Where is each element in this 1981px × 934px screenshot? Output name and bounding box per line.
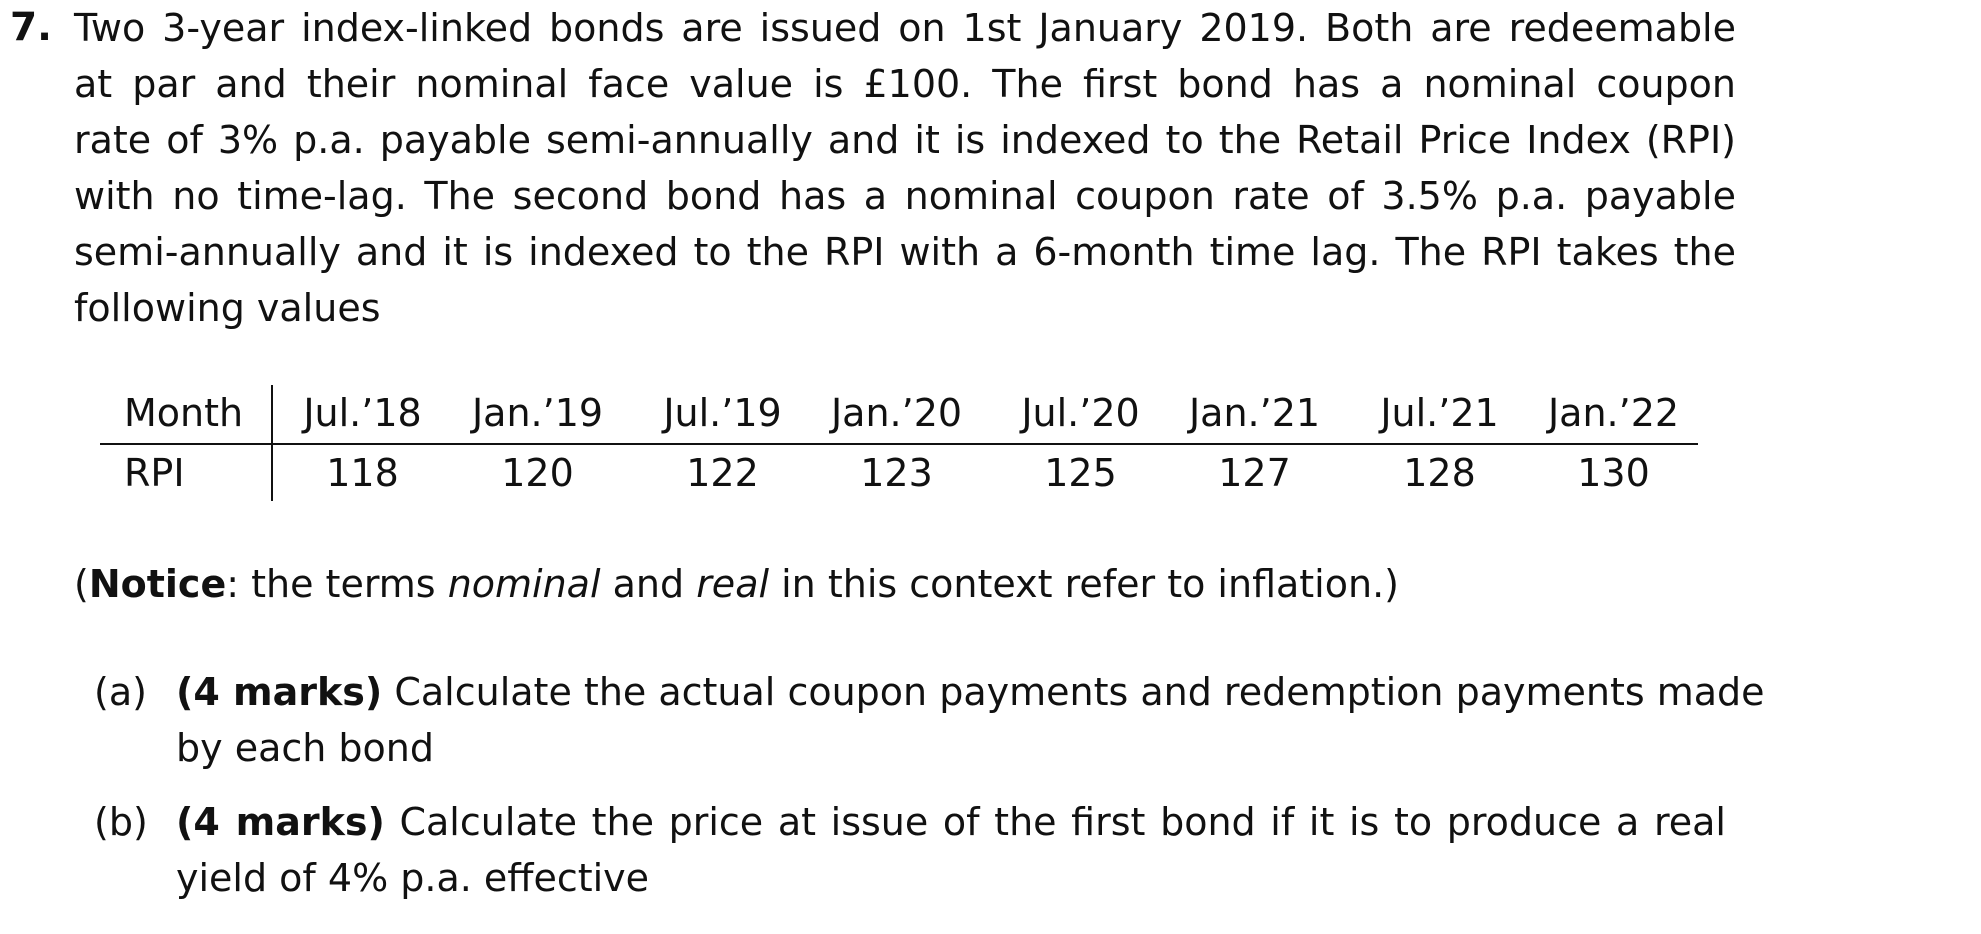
table-month-cell: Jan.’21 bbox=[1188, 391, 1321, 435]
table-month-cell: Jul.’19 bbox=[663, 391, 782, 435]
statement-line: rate of 3% p.a. payable semi-annually and it is indexed to the Retail Price Index (RPI) bbox=[74, 118, 1736, 162]
table-month-cell: Jan.’19 bbox=[471, 391, 604, 435]
table-rpi-cell: 130 bbox=[1577, 451, 1650, 495]
table-horizontal-rule bbox=[100, 443, 1698, 445]
table-month-cell: Jul.’21 bbox=[1380, 391, 1499, 435]
notice-paragraph bbox=[74, 556, 1399, 612]
table-month-cell: Jan.’22 bbox=[1547, 391, 1680, 435]
notice-text: and bbox=[600, 562, 697, 606]
table-month-cell: Jan.’20 bbox=[830, 391, 963, 435]
table-rpi-cell: 122 bbox=[686, 451, 759, 495]
part-body bbox=[176, 664, 1765, 776]
part-marks: (4 marks) bbox=[176, 800, 385, 844]
question-number: 7. bbox=[10, 5, 52, 50]
part-line: yield of 4% p.a. effective bbox=[176, 856, 650, 900]
statement-line: following values bbox=[74, 286, 381, 330]
table-row-header-month: Month bbox=[124, 391, 244, 435]
notice-keyword: Notice bbox=[88, 562, 227, 606]
part-text: Calculate the actual coupon payments and redemption payments made bbox=[382, 670, 1765, 714]
table-rpi-cell: 127 bbox=[1218, 451, 1291, 495]
part-label: (b) bbox=[94, 800, 148, 844]
statement-line: at par and their nominal face value is £100. The first bond has a nominal coupon bbox=[74, 62, 1736, 106]
part-line bbox=[176, 664, 1765, 720]
rpi-table bbox=[100, 385, 1698, 501]
table-rpi-cell: 118 bbox=[326, 451, 399, 495]
table-row-header-rpi: RPI bbox=[124, 451, 185, 495]
part-marks: (4 marks) bbox=[176, 670, 383, 714]
notice-text: in this context refer to inflation.) bbox=[769, 562, 1399, 606]
part-line: by each bond bbox=[176, 726, 434, 770]
part-body bbox=[176, 794, 1726, 906]
table-month-cell: Jul.’20 bbox=[1021, 391, 1140, 435]
table-rpi-cell: 128 bbox=[1403, 451, 1476, 495]
table-month-cell: Jul.’18 bbox=[303, 391, 422, 435]
part-label: (a) bbox=[94, 670, 147, 714]
question-statement bbox=[74, 0, 1736, 336]
notice-term-real: real bbox=[696, 562, 770, 606]
notice-open-paren: ( bbox=[74, 562, 89, 606]
notice-text: : the terms bbox=[226, 562, 448, 606]
statement-line: semi-annually and it is indexed to the RPI with a 6-month time lag. The RPI takes the bbox=[74, 230, 1736, 274]
notice-term-nominal: nominal bbox=[447, 562, 601, 606]
part-line bbox=[176, 794, 1726, 850]
statement-line: with no time-lag. The second bond has a nominal coupon rate of 3.5% p.a. payable bbox=[74, 174, 1736, 218]
table-rpi-cell: 125 bbox=[1044, 451, 1117, 495]
part-text: Calculate the price at issue of the first bond if it is to produce a real bbox=[384, 800, 1726, 844]
statement-line: Two 3-year index-linked bonds are issued on 1st January 2019. Both are redeemable bbox=[74, 6, 1736, 50]
table-rpi-cell: 123 bbox=[860, 451, 933, 495]
table-vertical-rule bbox=[271, 385, 273, 501]
table-rpi-cell: 120 bbox=[501, 451, 574, 495]
